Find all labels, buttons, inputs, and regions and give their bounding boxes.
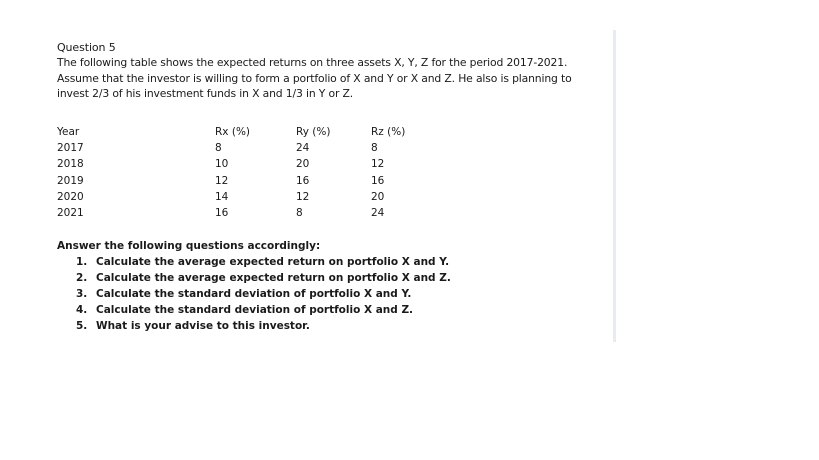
list-item bbox=[57, 254, 577, 270]
cell-rz: 24 bbox=[371, 206, 385, 219]
cell-year: 2019 bbox=[57, 174, 84, 187]
cell-rx: 12 bbox=[215, 174, 229, 187]
list-item bbox=[57, 302, 577, 318]
cell-year: 2021 bbox=[57, 206, 84, 219]
list-item-text: Calculate the standard deviation of portfolio X and Z. bbox=[96, 304, 414, 316]
list-item-number: 3. bbox=[76, 288, 88, 300]
list-item-text: Calculate the average expected return on portfolio X and Y. bbox=[96, 256, 450, 268]
list-item-text: What is your advise to this investor. bbox=[96, 320, 310, 332]
list-item bbox=[57, 286, 577, 302]
instructions-heading: Answer the following questions accordingly: bbox=[57, 240, 321, 252]
cell-ry: 12 bbox=[296, 190, 310, 203]
question-list bbox=[57, 254, 577, 334]
cell-rz: 16 bbox=[371, 174, 385, 187]
cell-ry: 20 bbox=[296, 158, 310, 171]
header-year: Year bbox=[57, 126, 80, 138]
instructions-section bbox=[57, 238, 577, 334]
description-line: The following table shows the expected returns on three assets X, Y, Z for the period 2017-2021. bbox=[57, 56, 568, 69]
list-item-text: Calculate the standard deviation of portfolio X and Y. bbox=[96, 288, 412, 300]
question-description bbox=[57, 55, 613, 102]
cell-rz: 12 bbox=[371, 158, 385, 171]
cell-rx: 16 bbox=[215, 206, 229, 219]
cell-rx: 10 bbox=[215, 158, 229, 171]
question-title: Question 5 bbox=[57, 41, 116, 54]
table-row bbox=[57, 140, 577, 156]
cell-ry: 8 bbox=[296, 206, 303, 219]
list-item bbox=[57, 318, 577, 334]
header-rx: Rx (%) bbox=[215, 126, 251, 138]
list-item-number: 4. bbox=[76, 304, 88, 316]
cell-rz: 20 bbox=[371, 190, 385, 203]
cell-rx: 8 bbox=[215, 142, 222, 155]
page-edge-shadow bbox=[613, 30, 616, 342]
header-rz: Rz (%) bbox=[371, 126, 406, 138]
cell-ry: 16 bbox=[296, 174, 310, 187]
description-line: invest 2/3 of his investment funds in X and 1/3 in Y or Z. bbox=[57, 87, 354, 100]
table-header-row bbox=[57, 124, 577, 140]
list-item-text: Calculate the average expected return on portfolio X and Z. bbox=[96, 272, 451, 284]
header-ry: Ry (%) bbox=[296, 126, 331, 138]
cell-year: 2018 bbox=[57, 158, 84, 171]
list-item-number: 1. bbox=[76, 256, 88, 268]
cell-ry: 24 bbox=[296, 142, 310, 155]
list-item-number: 2. bbox=[76, 272, 88, 284]
cell-rz: 8 bbox=[371, 142, 378, 155]
table-row bbox=[57, 189, 577, 205]
list-item bbox=[57, 270, 577, 286]
cell-year: 2020 bbox=[57, 190, 84, 203]
cell-rx: 14 bbox=[215, 190, 229, 203]
returns-table bbox=[57, 124, 577, 221]
question-document bbox=[57, 40, 613, 332]
list-item-number: 5. bbox=[76, 320, 88, 332]
table-row bbox=[57, 205, 577, 221]
table-row bbox=[57, 173, 577, 189]
table-row bbox=[57, 156, 577, 172]
cell-year: 2017 bbox=[57, 142, 84, 155]
description-line: Assume that the investor is willing to form a portfolio of X and Y or X and Z. He also is planning to bbox=[57, 71, 572, 85]
